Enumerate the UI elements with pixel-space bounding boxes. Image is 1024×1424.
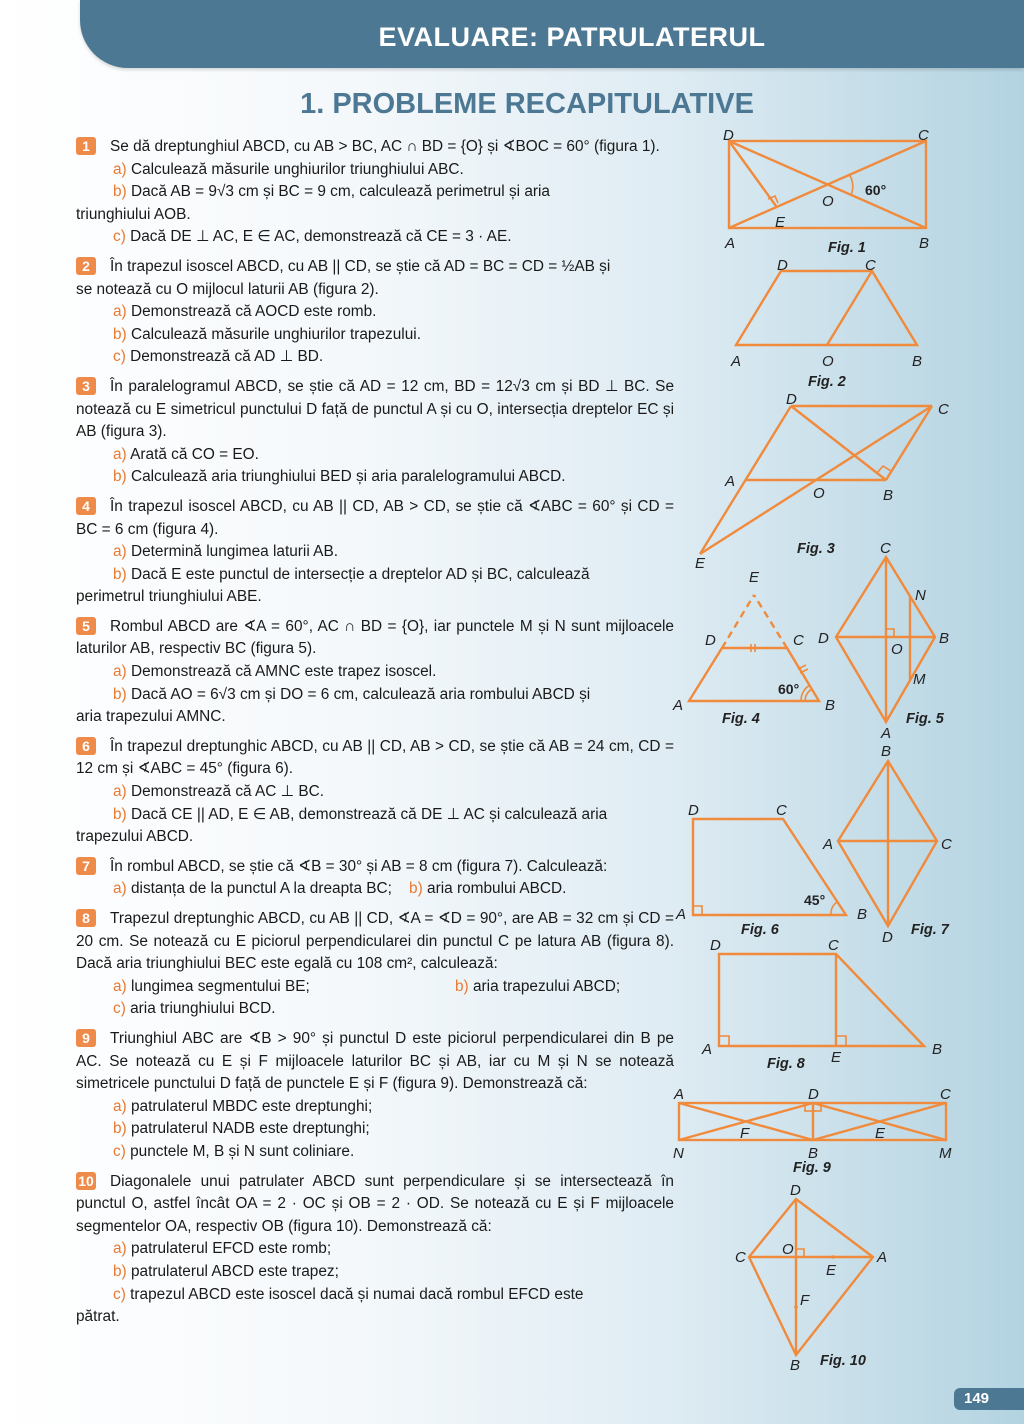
problem-number: 4 bbox=[76, 497, 96, 515]
fig6-label-b: B bbox=[857, 906, 868, 923]
problem-4 bbox=[76, 496, 674, 609]
problem-9 bbox=[76, 1028, 674, 1164]
part-label: b) bbox=[113, 325, 127, 343]
fig6-angle-arc bbox=[831, 902, 837, 915]
part-text: Dacă DE ⊥ AC, E ∈ AC, demonstrează că CE = 3 · AE. bbox=[130, 228, 512, 246]
problem-number: 7 bbox=[76, 857, 96, 875]
part-label: b) bbox=[455, 977, 469, 995]
fig9-label-c: C bbox=[940, 1086, 951, 1103]
problem-number: 5 bbox=[76, 617, 96, 635]
fig4-angle-arc bbox=[805, 689, 812, 701]
part-label: b) bbox=[113, 1120, 127, 1138]
figure-6 bbox=[675, 802, 867, 938]
fig9-label-n: N bbox=[673, 1145, 684, 1162]
fig2-label-a: A bbox=[731, 353, 742, 370]
part-text: Dacă E este punctul de intersecție a dreptelor AD și BC, calculează bbox=[130, 565, 590, 583]
part-label: b) bbox=[113, 805, 127, 823]
section-title: 1. PROBLEME RECAPITULATIVE bbox=[300, 88, 754, 120]
problem-statement-cont: se notează cu O mijlocul laturii AB (figura 2). bbox=[76, 280, 379, 298]
problem-statement: Diagonalele unui patrulater ABCD sunt perpendiculare și se intersectează în punctul O, astfel încât OA = 2 · OC și OB = 2 · OD. Se notează cu E și F mijloacele segmentelor OA, respectiv OB (figura 10). Demonstrează că: bbox=[76, 1172, 674, 1235]
part-text: distanța de la punctul A la dreapta BC; bbox=[130, 880, 392, 898]
problem-list bbox=[76, 136, 674, 1336]
fig7-caption: Fig. 7 bbox=[911, 922, 949, 938]
fig8-label-c: C bbox=[828, 937, 839, 954]
problem-statement: În trapezul isoscel ABCD, cu AB || CD, se știe că AD = BC = CD = ½AB și bbox=[110, 257, 611, 275]
fig3-label-d: D bbox=[786, 391, 797, 408]
fig4-angle-label: 60° bbox=[778, 681, 800, 697]
part-text: Dacă AO = 6√3 cm și DO = 6 cm, calculează aria rombului ABCD și bbox=[130, 685, 591, 703]
fig10-caption: Fig. 10 bbox=[820, 1353, 866, 1369]
part-label: c) bbox=[113, 348, 126, 366]
fig2-trapezoid bbox=[736, 271, 917, 345]
problem-number: 10 bbox=[76, 1172, 96, 1190]
part-text: patrulaterul MBDC este dreptunghi; bbox=[130, 1097, 373, 1115]
fig2-label-c: C bbox=[865, 257, 876, 274]
part-label: a) bbox=[113, 160, 127, 178]
fig1-label-b: B bbox=[919, 235, 930, 252]
fig5-label-a: A bbox=[881, 725, 892, 742]
part-label: b) bbox=[113, 685, 127, 703]
fig9-label-d: D bbox=[808, 1086, 819, 1103]
part-text: Demonstrează că AOCD este romb. bbox=[130, 303, 377, 321]
fig7-label-b: B bbox=[881, 743, 892, 760]
problem-statement: În trapezul isoscel ABCD, cu AB || CD, AB > CD, se știe că ∢ABC = 60° și CD = BC = 6 cm (figura 4). bbox=[76, 497, 674, 538]
problem-8 bbox=[76, 908, 674, 1021]
part-text-cont: perimetrul triunghiului ABE. bbox=[76, 588, 262, 606]
part-text: patrulaterul NADB este dreptunghi; bbox=[130, 1120, 370, 1138]
problem-number: 3 bbox=[76, 377, 96, 395]
fig4-label-c: C bbox=[793, 632, 804, 649]
fig10-label-d: D bbox=[790, 1182, 801, 1199]
figure-8 bbox=[701, 937, 942, 1072]
part-text: Calculează măsurile unghiurilor triunghiului ABC. bbox=[130, 160, 464, 178]
part-label: a) bbox=[113, 1097, 127, 1115]
part-text: aria trapezului ABCD; bbox=[472, 977, 621, 995]
part-text: Demonstrează că AD ⊥ BD. bbox=[130, 348, 324, 366]
part-label: c) bbox=[113, 228, 126, 246]
fig6-label-c: C bbox=[776, 802, 787, 819]
fig9-label-m: M bbox=[939, 1145, 952, 1162]
fig5-label-c: C bbox=[880, 540, 891, 557]
fig6-label-a: A bbox=[676, 906, 687, 923]
part-label: b) bbox=[409, 880, 423, 898]
figure-5 bbox=[818, 540, 949, 742]
fig3-label-e: E bbox=[695, 555, 706, 572]
part-label: a) bbox=[113, 543, 127, 561]
part-label: b) bbox=[113, 565, 127, 583]
problem-number: 9 bbox=[76, 1029, 96, 1047]
fig4-trapezoid bbox=[689, 648, 819, 701]
fig8-trapezoid bbox=[719, 954, 924, 1046]
part-label: a) bbox=[113, 303, 127, 321]
part-label: c) bbox=[113, 1000, 126, 1018]
part-label: c) bbox=[113, 1285, 126, 1303]
fig5-label-b: B bbox=[939, 630, 950, 647]
part-text: trapezul ABCD este isoscel dacă și numai dacă rombul EFCD este bbox=[130, 1285, 584, 1303]
part-label: b) bbox=[113, 1262, 127, 1280]
figure-1 bbox=[723, 127, 929, 256]
problem-2 bbox=[76, 256, 674, 369]
fig5-label-o: O bbox=[891, 641, 903, 658]
fig3-label-o: O bbox=[813, 485, 825, 502]
fig10-label-a: A bbox=[877, 1249, 888, 1266]
problem-statement: Se dă dreptunghiul ABCD, cu AB > BC, AC ∩ BD = {O} și ∢BOC = 60° (figura 1). bbox=[110, 138, 660, 155]
part-text: Arată că CO = EO. bbox=[130, 445, 259, 463]
part-text-cont: aria trapezului AMNC. bbox=[76, 708, 226, 726]
problem-statement: În rombul ABCD, se știe că ∢B = 30° și AB = 8 cm (figura 7). Calculează: bbox=[110, 857, 608, 875]
fig1-caption: Fig. 1 bbox=[828, 240, 866, 256]
fig8-caption: Fig. 8 bbox=[767, 1056, 805, 1072]
fig3-label-b: B bbox=[883, 487, 894, 504]
part-text: Dacă AB = 9√3 cm și BC = 9 cm, calculează perimetrul și aria bbox=[130, 183, 550, 201]
fig9-label-b: B bbox=[808, 1145, 819, 1162]
problem-statement: În trapezul dreptunghic ABCD, cu AB || CD, AB > CD, se știe că AB = 24 cm, CD = 12 cm și ∢ABC = 45° (figura 6). bbox=[76, 737, 674, 778]
problem-number: 6 bbox=[76, 737, 96, 755]
fig4-dashed-de bbox=[722, 595, 754, 648]
fig3-caption: Fig. 3 bbox=[797, 541, 835, 557]
part-text: Determină lungimea laturii AB. bbox=[130, 543, 338, 561]
fig10-label-f: F bbox=[800, 1292, 810, 1309]
fig5-label-d: D bbox=[818, 630, 829, 647]
fig5-label-m: M bbox=[913, 671, 926, 688]
problem-3 bbox=[76, 376, 674, 489]
figure-2 bbox=[730, 257, 922, 390]
fig2-label-d: D bbox=[777, 257, 788, 274]
part-label: b) bbox=[113, 183, 127, 201]
fig8-label-e: E bbox=[831, 1049, 842, 1066]
part-text: patrulaterul ABCD este trapez; bbox=[130, 1262, 339, 1280]
figure-3 bbox=[695, 391, 949, 572]
fig1-label-d: D bbox=[723, 127, 734, 144]
fig3-label-a: A bbox=[725, 473, 736, 490]
part-text-cont: pătrat. bbox=[76, 1308, 120, 1326]
part-text: Demonstrează că AMNC este trapez isoscel. bbox=[130, 663, 437, 681]
fig6-caption: Fig. 6 bbox=[741, 922, 779, 938]
part-text: Dacă CE || AD, E ∈ AB, demonstrează că DE ⊥ AC și calculează aria bbox=[130, 805, 608, 823]
problem-statement: În paralelogramul ABCD, se știe că AD = 12 cm, BD = 12√3 cm și BD ⊥ BC. Se notează cu E simetricul punctului D față de punctul A și cu O, intersecția dreptelor EC și AB (figura 3). bbox=[76, 377, 674, 441]
part-text-cont: trapezului ABCD. bbox=[76, 828, 194, 846]
fig10-label-e: E bbox=[826, 1262, 837, 1279]
fig7-label-c: C bbox=[941, 836, 952, 853]
part-text: punctele M, B și N sunt coliniare. bbox=[130, 1142, 355, 1160]
part-label: a) bbox=[113, 1240, 127, 1258]
fig3-side-bc bbox=[886, 406, 932, 480]
fig4-caption: Fig. 4 bbox=[722, 711, 760, 727]
fig4-label-e: E bbox=[749, 569, 760, 586]
fig2-segment-oc bbox=[827, 271, 872, 345]
fig8-label-d: D bbox=[710, 937, 721, 954]
fig2-label-o: O bbox=[822, 353, 834, 370]
part-text: aria rombului ABCD. bbox=[427, 880, 567, 898]
problem-6 bbox=[76, 736, 674, 849]
fig9-label-f: F bbox=[740, 1125, 750, 1142]
fig4-dashed-ce bbox=[754, 595, 787, 648]
problem-10 bbox=[76, 1171, 674, 1329]
fig10-label-c: C bbox=[735, 1249, 746, 1266]
fig3-right-angle-mark bbox=[877, 466, 891, 473]
fig9-label-e: E bbox=[875, 1125, 886, 1142]
fig3-diagonal-bd bbox=[791, 406, 886, 480]
part-text: Calculează măsurile unghiurilor trapezului. bbox=[130, 325, 421, 343]
fig8-label-b: B bbox=[932, 1041, 943, 1058]
part-label: b) bbox=[113, 468, 127, 486]
fig2-caption: Fig. 2 bbox=[808, 374, 846, 390]
problem-number: 2 bbox=[76, 257, 96, 275]
fig1-label-c: C bbox=[918, 127, 929, 144]
figure-10 bbox=[735, 1182, 887, 1374]
fig6-label-d: D bbox=[688, 802, 699, 819]
problem-1 bbox=[76, 136, 674, 249]
fig5-caption: Fig. 5 bbox=[906, 711, 944, 727]
fig9-caption: Fig. 9 bbox=[793, 1160, 831, 1176]
fig7-label-a: A bbox=[823, 836, 834, 853]
problem-statement: Trapezul dreptunghic ABCD, cu AB || CD, ∢A = ∢D = 90°, are AB = 32 cm și CD = 20 cm. Se notează cu E piciorul perpendicularei din punctul C pe latura AB (figura 8). Dacă aria triunghiului BEC este egală cu 108 cm², calculează: bbox=[76, 910, 674, 973]
fig3-label-c: C bbox=[938, 401, 949, 418]
fig1-label-a: A bbox=[725, 235, 736, 252]
part-label: a) bbox=[113, 663, 127, 681]
fig6-right-angle-mark bbox=[693, 906, 702, 915]
problem-number: 8 bbox=[76, 909, 96, 927]
part-text: Calculează aria triunghiului BED și aria paralelogramului ABCD. bbox=[130, 468, 566, 486]
fig9-label-a: A bbox=[674, 1086, 685, 1103]
page-number: 149 bbox=[954, 1388, 1024, 1410]
problem-5 bbox=[76, 616, 674, 729]
part-text: Demonstrează că AC ⊥ BC. bbox=[130, 783, 325, 801]
fig1-angle-label: 60° bbox=[865, 182, 887, 198]
problem-statement: Rombul ABCD are ∢A = 60°, AC ∩ BD = {O}, iar punctele M și N sunt mijloacele laturilor AB, respectiv BC (figura 5). bbox=[76, 617, 674, 658]
part-text-cont: triunghiului AOB. bbox=[76, 205, 191, 223]
fig5-label-n: N bbox=[915, 587, 926, 604]
fig4-label-d: D bbox=[705, 632, 716, 649]
part-label: c) bbox=[113, 1142, 126, 1160]
header-banner bbox=[80, 0, 1024, 68]
part-text: aria triunghiului BCD. bbox=[130, 1000, 276, 1018]
fig1-label-e: E bbox=[775, 214, 786, 231]
part-label: a) bbox=[113, 977, 127, 995]
figures-svg bbox=[665, 120, 1024, 1390]
figure-9 bbox=[673, 1086, 952, 1176]
figures-column bbox=[665, 120, 1024, 1390]
fig6-angle-label: 45° bbox=[804, 892, 826, 908]
fig7-label-d: D bbox=[882, 929, 893, 946]
part-label: a) bbox=[113, 880, 127, 898]
part-text: lungimea segmentului BE; bbox=[130, 977, 310, 995]
fig4-label-b: B bbox=[825, 697, 836, 714]
fig1-label-o: O bbox=[822, 193, 834, 210]
figure-4 bbox=[672, 569, 835, 727]
fig8-label-a: A bbox=[702, 1041, 713, 1058]
problem-number: 1 bbox=[76, 137, 96, 155]
part-text: patrulaterul EFCD este romb; bbox=[130, 1240, 332, 1258]
part-label: a) bbox=[113, 783, 127, 801]
fig10-quadrilateral bbox=[749, 1199, 873, 1355]
fig8-right-angle-a bbox=[719, 1036, 729, 1046]
part-label: a) bbox=[113, 445, 127, 463]
fig10-point-e bbox=[831, 1255, 835, 1259]
fig1-angle-arc bbox=[849, 174, 853, 195]
page-title: EVALUARE: PATRULATERUL bbox=[378, 22, 766, 52]
fig10-label-o: O bbox=[782, 1241, 794, 1258]
problem-statement: Triunghiul ABC are ∢B > 90° și punctul D este piciorul perpendicularei din B pe AC. Se notează cu E și F mijloacele laturilor BC și AB, iar cu M și N se notează simetricele punctului D față de punctele E și F (figura 9). Demonstrează că: bbox=[76, 1029, 674, 1093]
fig2-label-b: B bbox=[912, 353, 923, 370]
fig4-label-a: A bbox=[673, 697, 684, 714]
problem-7 bbox=[76, 856, 674, 901]
fig10-label-b: B bbox=[790, 1357, 801, 1374]
fig10-point-f bbox=[794, 1305, 798, 1309]
fig8-right-angle-e bbox=[836, 1036, 846, 1046]
